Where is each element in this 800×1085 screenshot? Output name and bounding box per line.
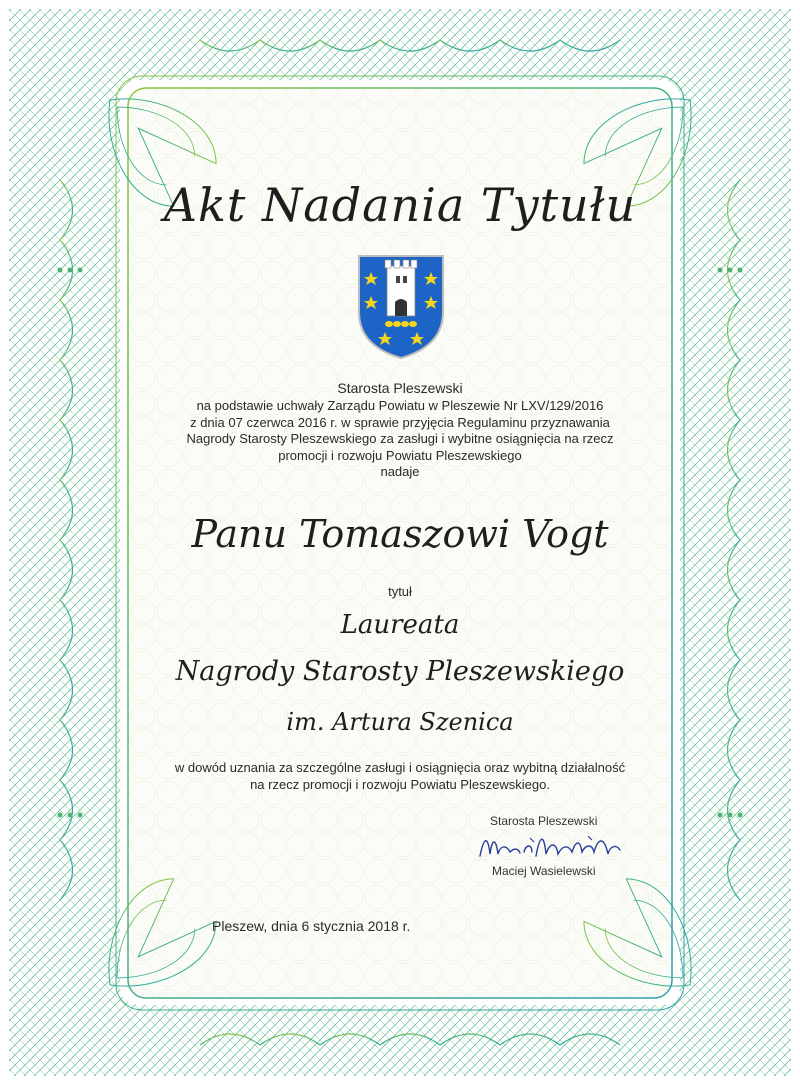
recognition-text xyxy=(0,760,800,793)
award-line-2: Nagrody Starosty Pleszewskiego xyxy=(175,656,625,687)
place-and-date: Pleszew, dnia 6 stycznia 2018 r. xyxy=(212,918,411,934)
recipient-name: Panu Tomaszowi Vogt xyxy=(191,512,609,556)
certificate-title: Akt Nadania Tytułu xyxy=(163,178,637,232)
recognition-line: na rzecz promocji i rozwoju Powiatu Pleszewskiego. xyxy=(250,776,550,792)
handwritten-signature xyxy=(470,828,640,864)
signature-title: Starosta Pleszewski xyxy=(490,814,598,828)
legal-basis-line: Nagrody Starosty Pleszewskiego za zasługi i wybitne osiągnięcia na rzecz xyxy=(186,431,614,446)
legal-basis-line: na podstawie uchwały Zarządu Powiatu w Pleszewie Nr LXV/129/2016 xyxy=(196,398,604,413)
legal-basis xyxy=(0,398,800,481)
signature-name: Maciej Wasielewski xyxy=(492,864,596,878)
coat-of-arms-emblem xyxy=(355,252,447,362)
title-word: tytuł xyxy=(388,584,412,599)
legal-basis-line: promocji i rozwoju Powiatu Pleszewskiego xyxy=(278,447,522,463)
legal-basis-line: nadaje xyxy=(380,464,420,479)
award-line-3: im. Artura Szenica xyxy=(286,708,514,736)
issuer-line: Starosta Pleszewski xyxy=(337,380,463,396)
award-line-1: Laureata xyxy=(340,610,460,640)
recognition-line: w dowód uznania za szczególne zasługi i osiągnięcia oraz wybitną działalność xyxy=(174,760,626,775)
legal-basis-line: z dnia 07 czerwca 2016 r. w sprawie przyjęcia Regulaminu przyznawania xyxy=(190,414,610,430)
